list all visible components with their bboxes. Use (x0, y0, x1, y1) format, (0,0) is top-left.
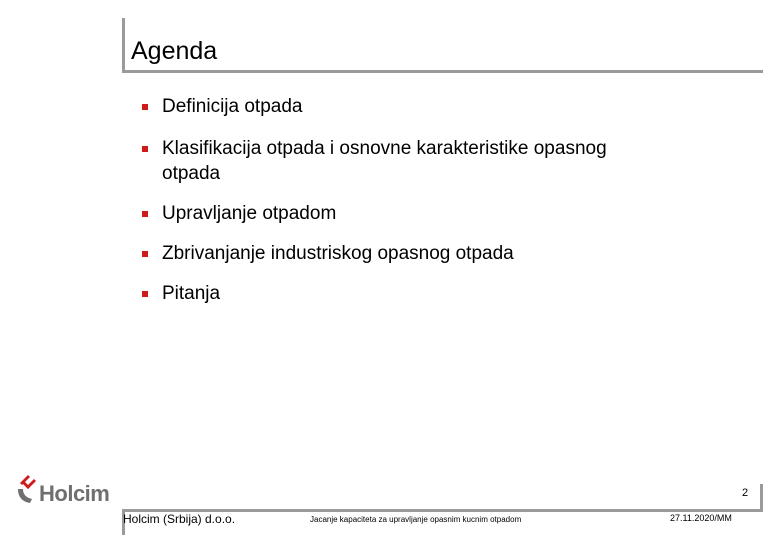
bullet-square-icon (142, 146, 148, 152)
title-vertical-rule (122, 18, 125, 72)
agenda-item-text: Upravljanje otpadom (162, 203, 337, 224)
agenda-item-text: Definicija otpada (162, 96, 303, 117)
footer-date: 27.11.2020/MM (670, 513, 732, 523)
agenda-item-text: Klasifikacija otpada i osnovne karakteristike opasnog otpada (162, 138, 607, 184)
title-horizontal-rule (122, 70, 763, 73)
footer-project-title: Jacanje kapaciteta za upravljanje opasnim kucnim otpadom (310, 515, 522, 524)
bullet-square-icon (142, 251, 148, 257)
page-number: 2 (742, 487, 749, 499)
footer-company: Holcim (Srbija) d.o.o. (123, 512, 236, 526)
agenda-item-text: Zbrivanjanje industriskog opasnog otpada (162, 243, 514, 264)
footer-right-rule (760, 484, 763, 512)
holcim-logo (16, 467, 116, 515)
logo-wordmark: Holcim (39, 481, 110, 506)
bullet-square-icon (142, 291, 148, 297)
slide-title: Agenda (131, 37, 218, 65)
bullet-square-icon (142, 211, 148, 217)
agenda-item-text: Pitanja (162, 283, 221, 304)
bullet-square-icon (142, 104, 148, 110)
